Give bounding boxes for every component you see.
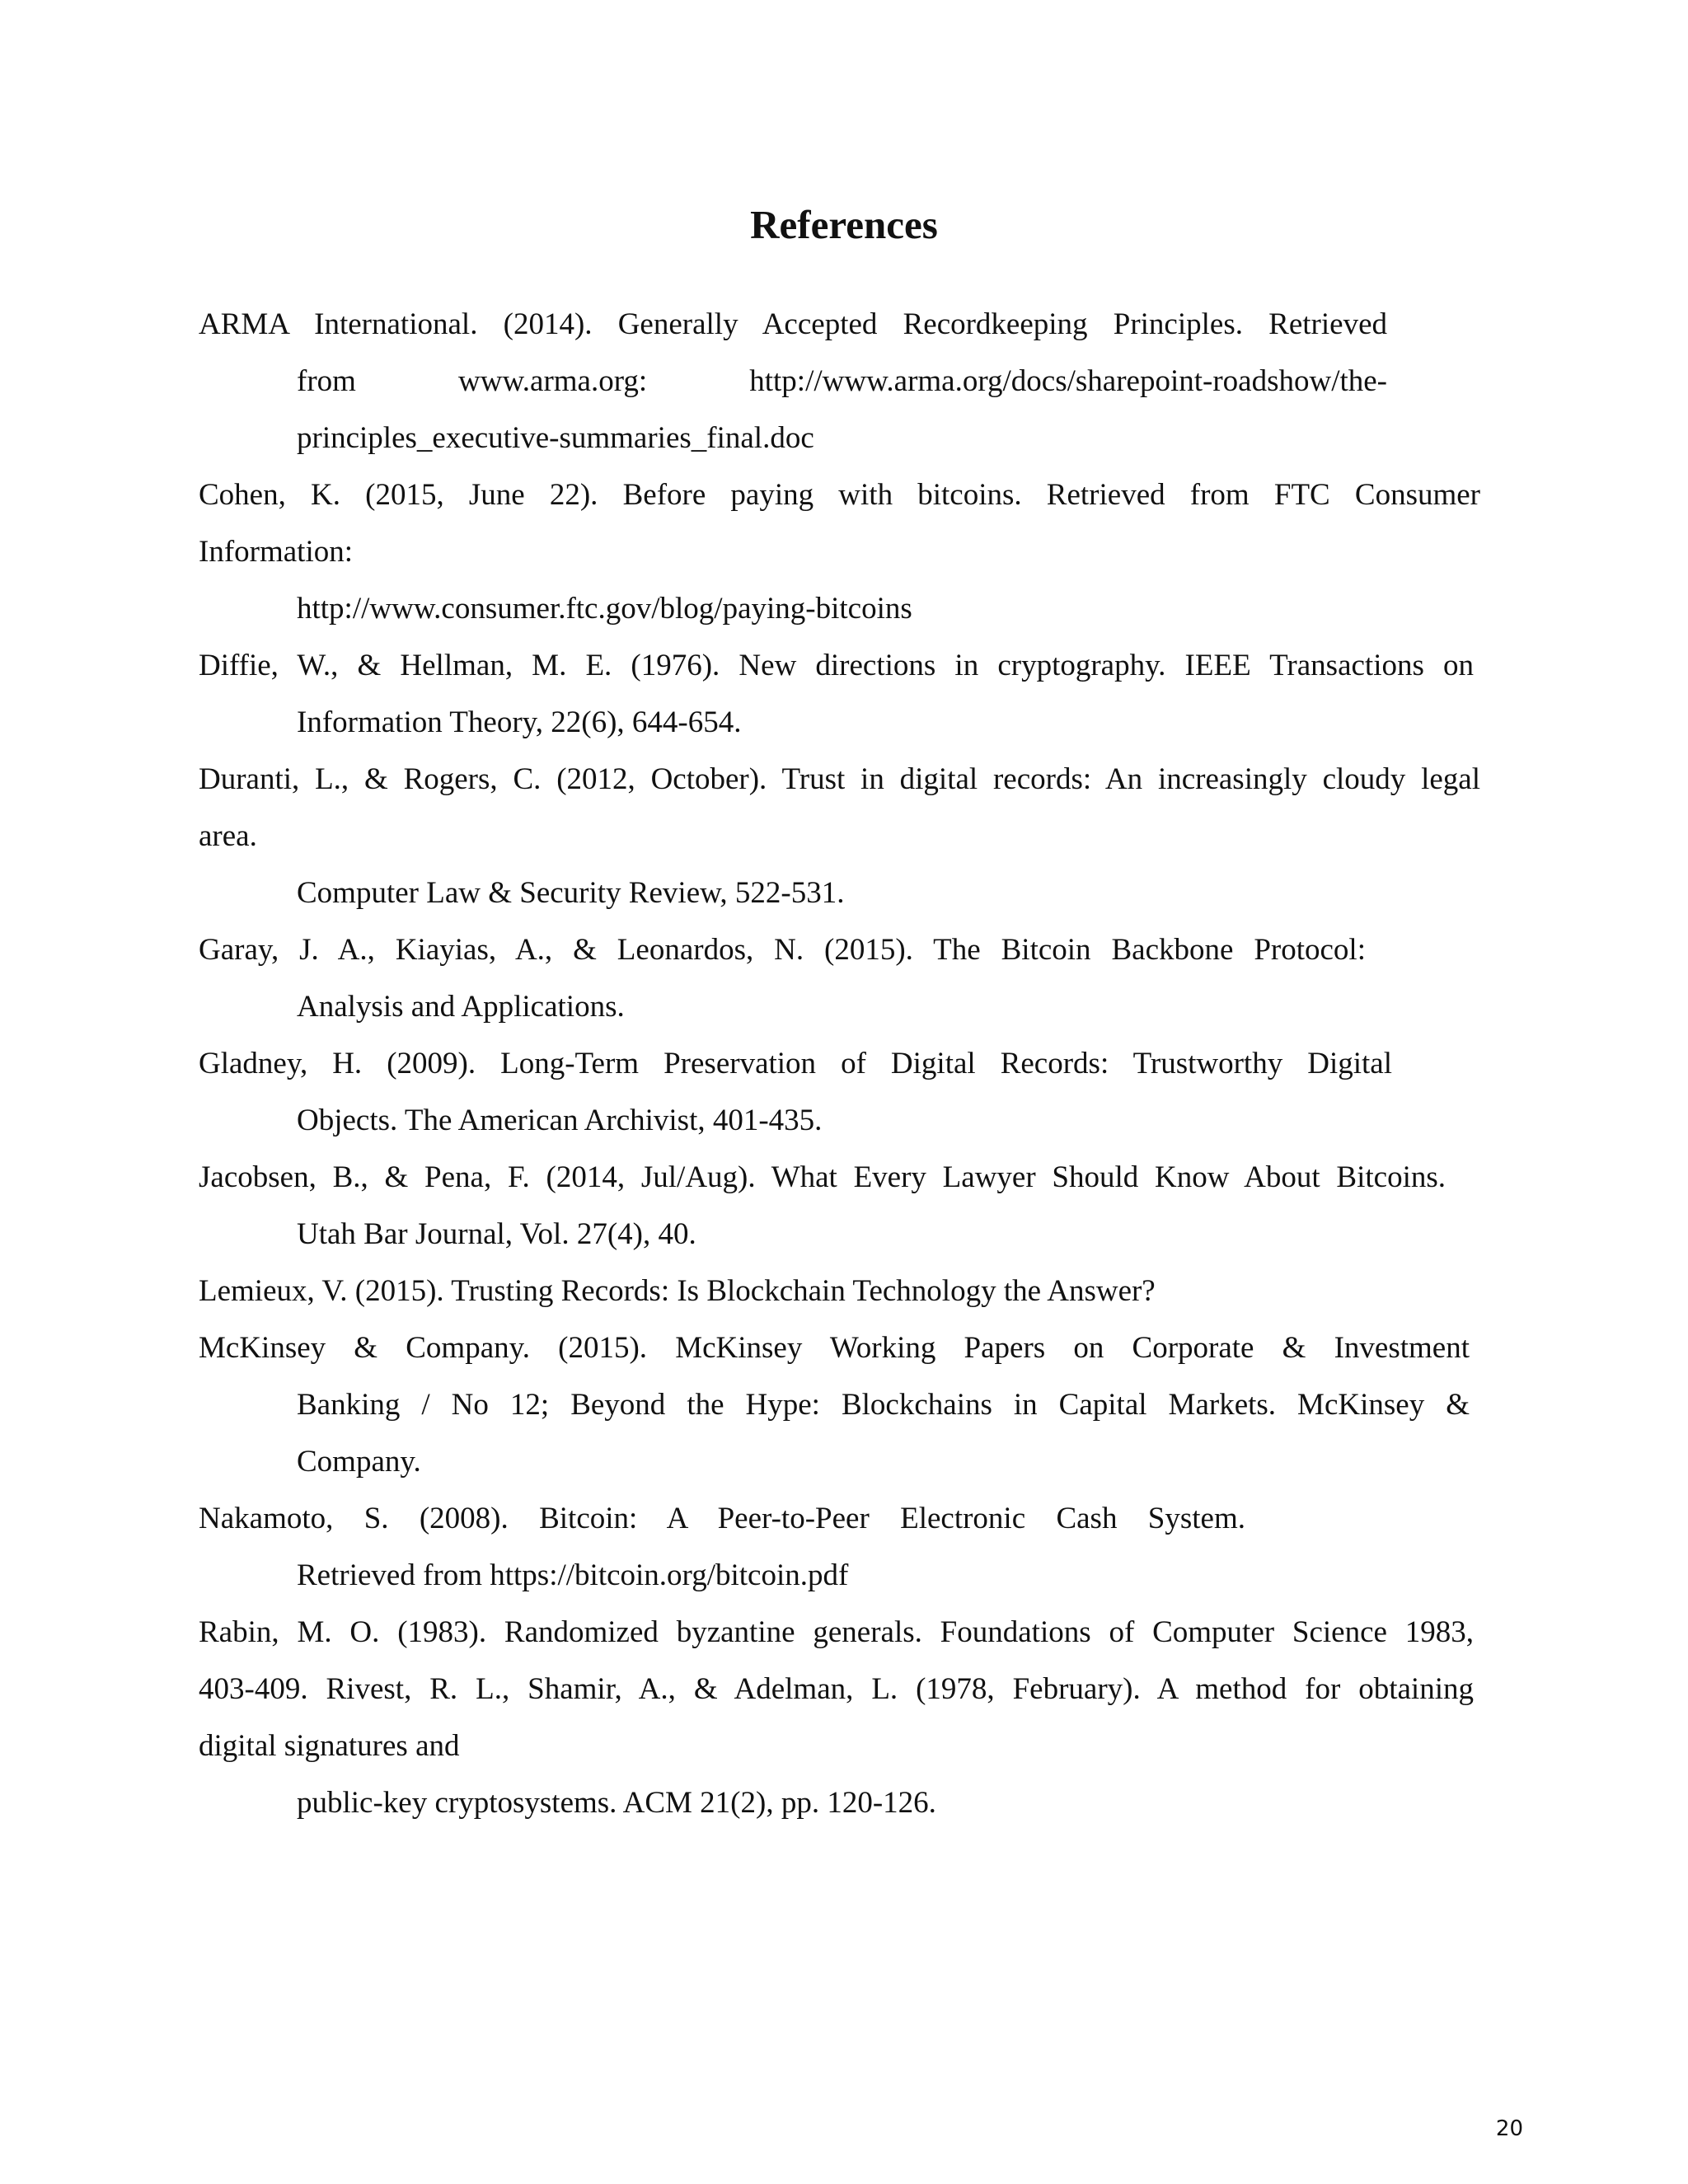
reference-line: ARMA International. (2014). Generally Accepted Recordkeeping Principles. Retrieved <box>199 307 1387 341</box>
reference-line: Duranti, L., & Rogers, C. (2012, October). Trust in digital records: An increasingly cloudy legal <box>199 762 1480 796</box>
reference-line: Company. <box>297 1445 421 1479</box>
reference-line: public-key cryptosystems. ACM 21(2), pp. 120-126. <box>297 1786 936 1820</box>
reference-line: Computer Law & Security Review, 522-531. <box>297 876 845 910</box>
reference-line: Diffie, W., & Hellman, M. E. (1976). New directions in cryptography. IEEE Transactions on <box>199 649 1474 682</box>
reference-line: Lemieux, V. (2015). Trusting Records: Is Blockchain Technology the Answer? <box>199 1274 1156 1308</box>
reference-line: area. <box>199 819 257 853</box>
reference-line: McKinsey & Company. (2015). McKinsey Working Papers on Corporate & Investment <box>199 1331 1470 1365</box>
reference-line: Cohen, K. (2015, June 22). Before paying with bitcoins. Retrieved from FTC Consumer <box>199 478 1480 512</box>
reference-line: Banking / No 12; Beyond the Hype: Blockchains in Capital Markets. McKinsey & <box>297 1388 1470 1422</box>
reference-line: Utah Bar Journal, Vol. 27(4), 40. <box>297 1217 696 1251</box>
reference-line: Analysis and Applications. <box>297 990 625 1024</box>
reference-line: Gladney, H. (2009). Long-Term Preservation of Digital Records: Trustworthy Digital <box>199 1047 1392 1080</box>
reference-line: principles_executive-summaries_final.doc <box>297 421 814 455</box>
reference-line: Objects. The American Archivist, 401-435. <box>297 1104 823 1137</box>
reference-line: Retrieved from https://bitcoin.org/bitcoin.pdf <box>297 1558 849 1592</box>
reference-line: Rabin, M. O. (1983). Randomized byzantine generals. Foundations of Computer Science 1983, <box>199 1615 1474 1649</box>
reference-line: from www.arma.org: http://www.arma.org/docs/sharepoint-roadshow/the- <box>297 364 1387 398</box>
page-number: 20 <box>1495 2116 1523 2141</box>
reference-line: http://www.consumer.ftc.gov/blog/paying-bitcoins <box>297 592 912 626</box>
reference-line: digital signatures and <box>199 1729 460 1763</box>
reference-line: Information: <box>199 535 354 569</box>
reference-line: 403-409. Rivest, R. L., Shamir, A., & Adelman, L. (1978, February). A method for obtaining <box>199 1672 1474 1706</box>
reference-line: Nakamoto, S. (2008). Bitcoin: A Peer-to-Peer Electronic Cash System. <box>199 1502 1245 1535</box>
reference-line: Garay, J. A., Kiayias, A., & Leonardos, N. (2015). The Bitcoin Backbone Protocol: <box>199 933 1366 967</box>
reference-line: Information Theory, 22(6), 644-654. <box>297 705 742 739</box>
page-title: References <box>750 202 938 247</box>
reference-line: Jacobsen, B., & Pena, F. (2014, Jul/Aug). What Every Lawyer Should Know About Bitcoins. <box>199 1160 1446 1194</box>
